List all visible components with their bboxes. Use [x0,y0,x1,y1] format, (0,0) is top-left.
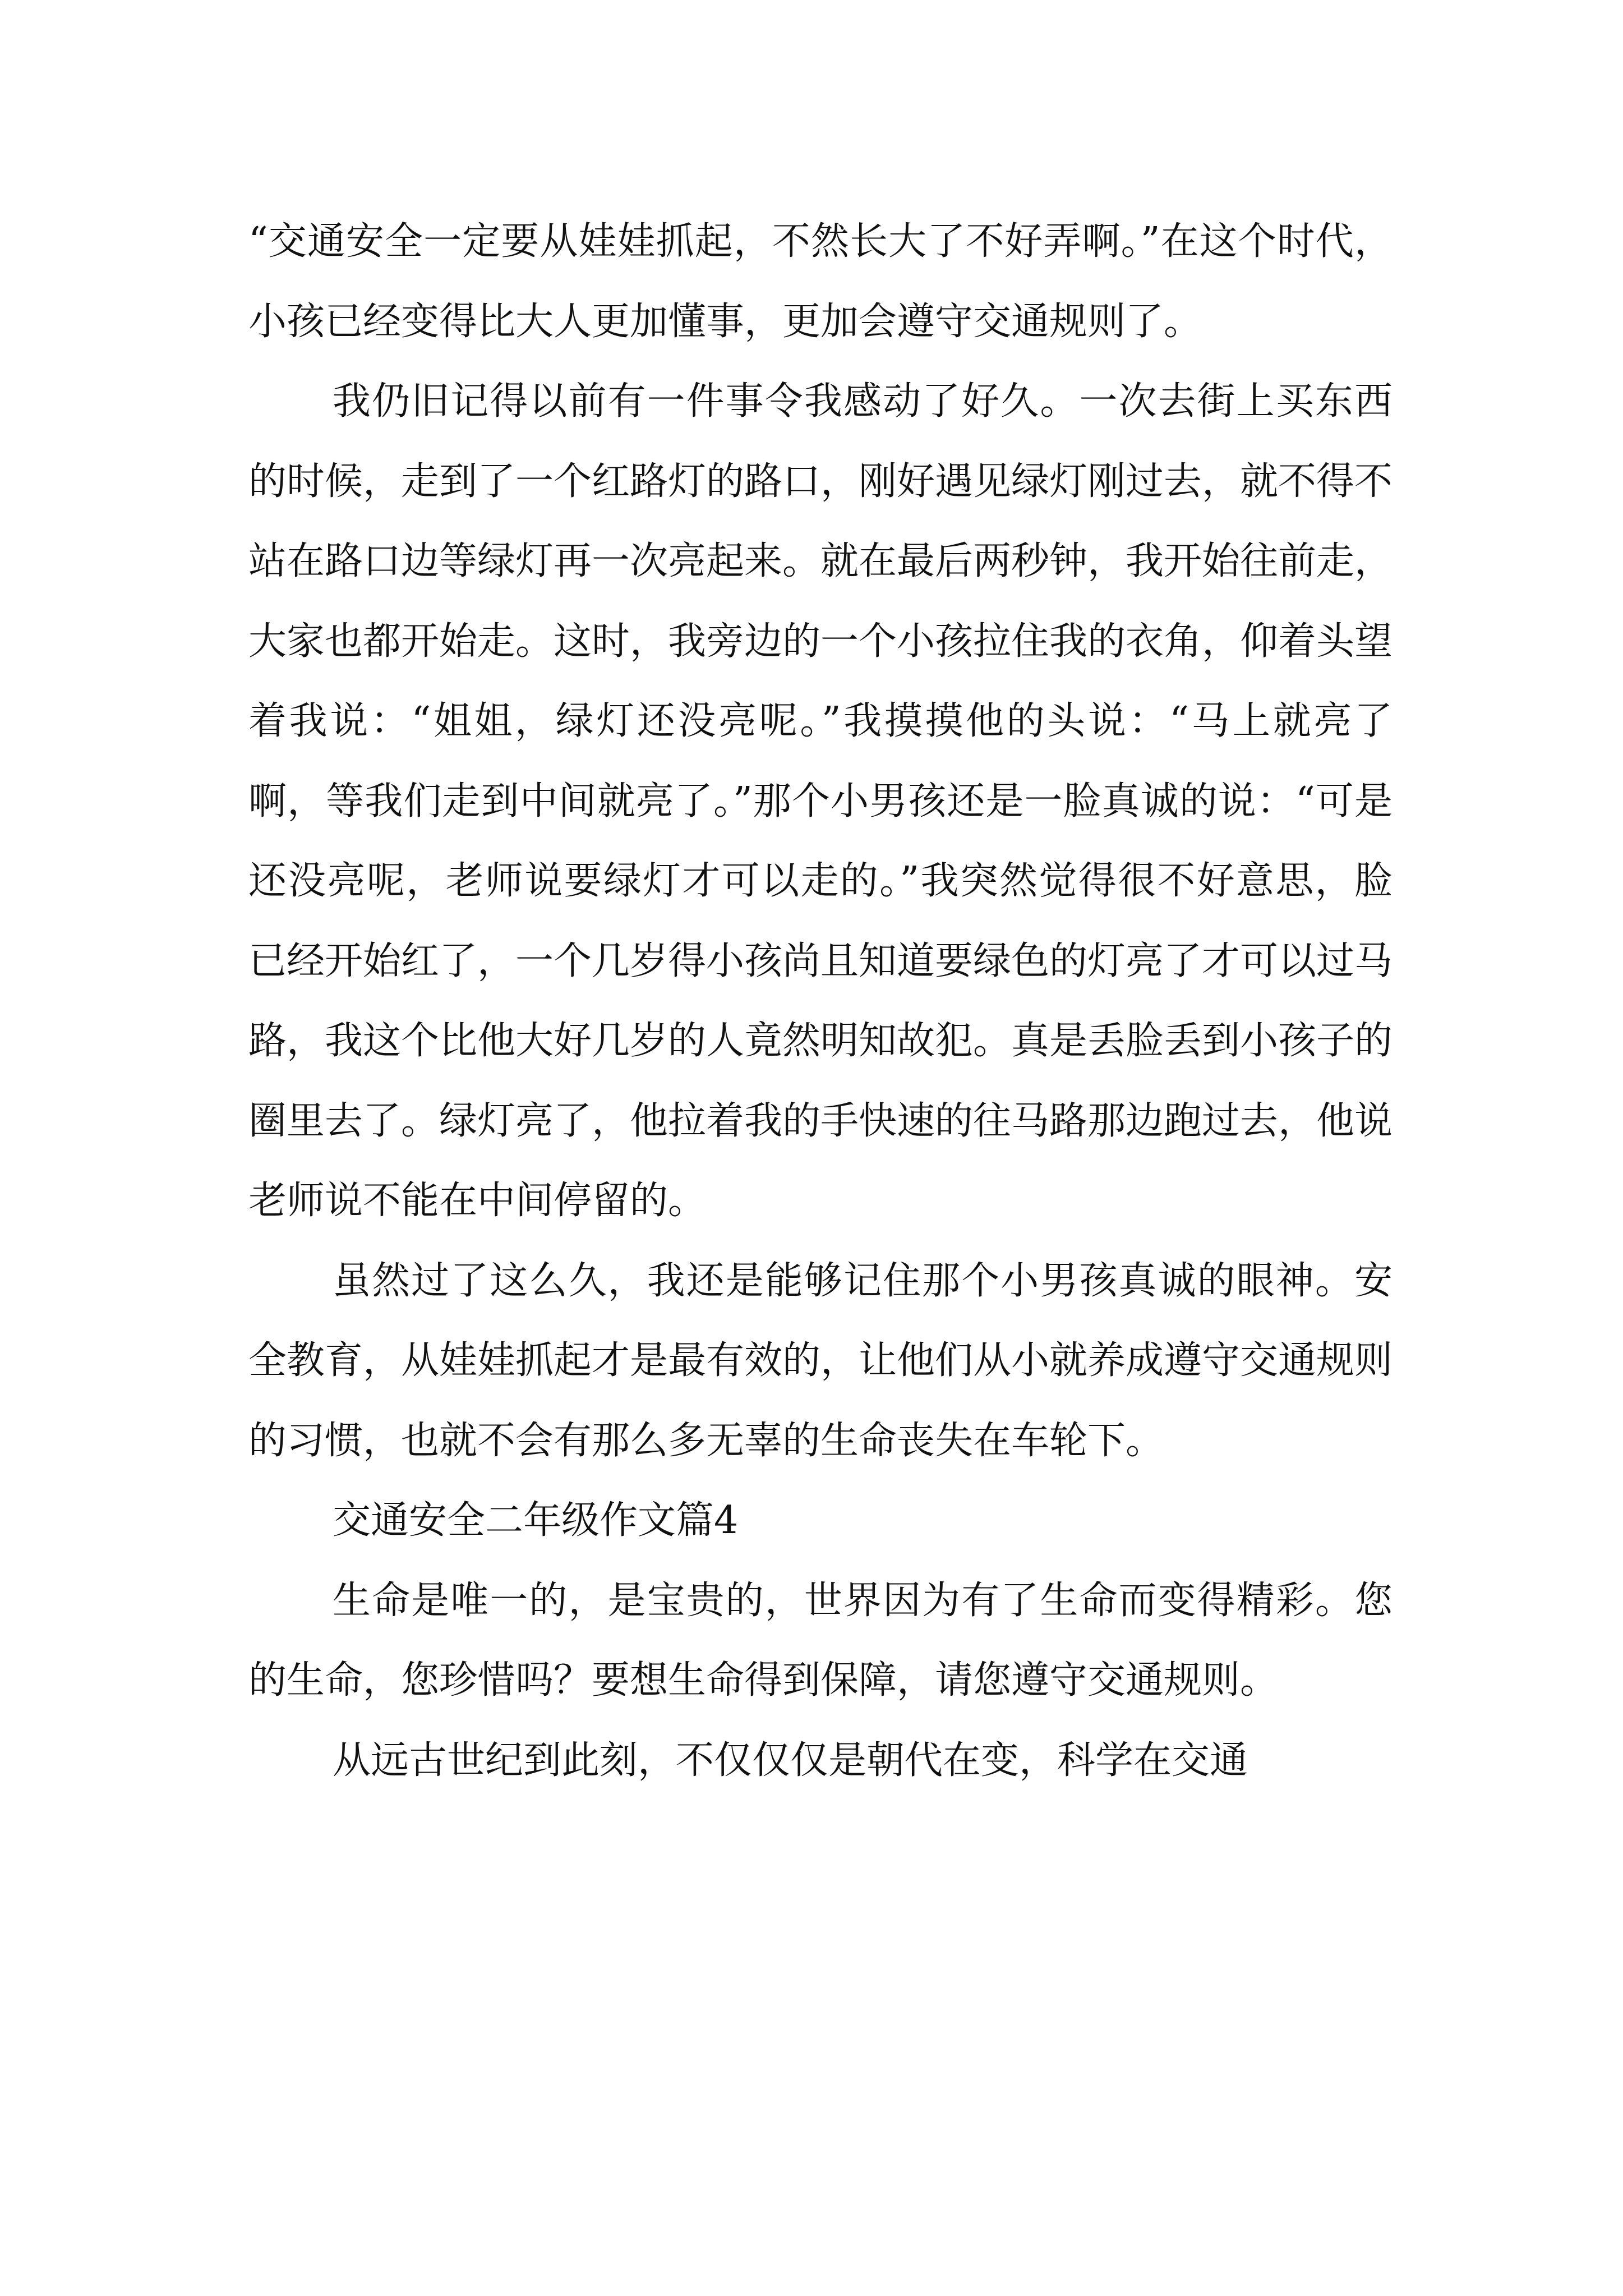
paragraph-1: “交通安全一定要从娃娃抓起，不然长大了不好弄啊。”在这个时代，小孩已经变得比大人更加懂事，更加会遵守交通规则了。 [248,219,1393,344]
paragraph-3: 虽然过了这么久，我还是能够记住那个小男孩真诚的眼神。安全教育，从娃娃抓起才是最有效的，让他们从小就养成遵守交通规则的习惯，也就不会有那么多无辜的生命丧失在车轮下。 [248,1258,1393,1463]
section-heading: 交通安全二年级作文篇4 [333,1498,739,1543]
paragraph-5: 从远古世纪到此刻，不仅仅仅是朝代在变，科学在交通 [333,1738,1248,1783]
paragraph-2: 我仍旧记得以前有一件事令我感动了好久。一次去街上买东西的时候，走到了一个红路灯的路口，刚好遇见绿灯刚过去，就不得不站在路口边等绿灯再一次亮起来。就在最后两秒钟，我开始往前走，大家也都开始走。这时，我旁边的一个小孩拉住我的衣角，仰着头望着我说：“姐姐，绿灯还没亮呢。”我摸摸他的头说：“马上就亮了啊，等我们走到中间就亮了。”那个小男孩还是一脸真诚的说：“可是还没亮呢，老师说要绿灯才可以走的。”我突然觉得很不好意思，脸已经开始红了，一个几岁得小孩尚且知道要绿色的灯亮了才可以过马路，我这个比他大好几岁的人竟然明知故犯。真是丢脸丢到小孩子的圈里去了。绿灯亮了，他拉着我的手快速的往马路那边跑过去，他说老师说不能在中间停留的。 [248,379,1393,1223]
paragraph-4: 生命是唯一的，是宝贵的，世界因为有了生命而变得精彩。您的生命，您珍惜吗？要想生命得到保障，请您遵守交通规则。 [248,1578,1393,1703]
document-body [248,202,1393,1801]
